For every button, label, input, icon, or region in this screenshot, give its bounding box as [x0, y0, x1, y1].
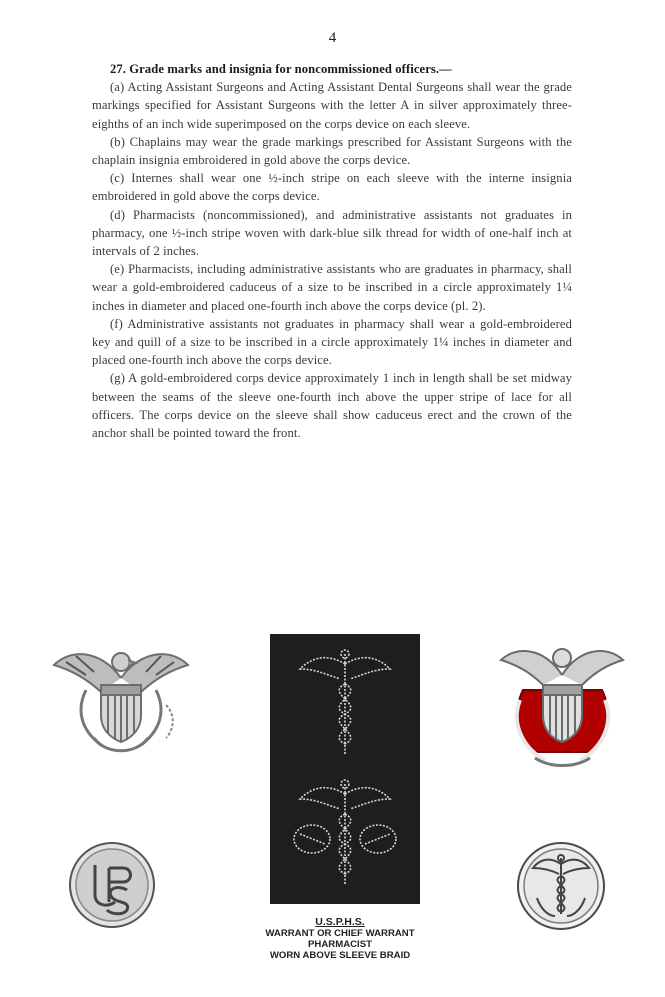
- figure-caption: [240, 917, 440, 961]
- paragraph-g: (g) A gold-embroidered corps device approximately 1 inch in length shall be set midway between the seams of the sleeve one-fourth inch above the upper stripe of lace for all officers. The corps device on the sleeve shall show caduceus erect and the crown of the anchor shall be pointed toward the front.: [92, 371, 572, 441]
- caption-line: WORN ABOVE SLEEVE BRAID: [269, 950, 411, 961]
- paragraph-a: (a) Acting Assistant Surgeons and Acting Assistant Dental Surgeons shall wear the grade markings specified for Assistant Surgeons with the letter A in silver approximately three-eighths of an inch wide superimposed on the corps device on each sleeve.: [92, 80, 572, 131]
- page-number: 4: [328, 30, 337, 46]
- paragraph-f: (f) Administrative assistants not graduates in pharmacy shall wear a gold-embroidered key and quill of a size to be inscribed in a circle approximately 1¼ inches in diameter and placed one-fourth inch above the corps device.: [92, 316, 572, 368]
- paragraph-d: (d) Pharmacists (noncommissioned), and administrative assistants not graduates in pharmacy, one ½-inch stripe woven with dark-blue silk thread for width of one-half inch at intervals of 2 inches.: [92, 207, 572, 259]
- paragraph-c: (c) Internes shall wear one ½-inch stripe on each sleeve with the interne insignia embroidered in gold above the corps device.: [92, 171, 572, 204]
- paragraph-e: (e) Pharmacists, including administrative assistants who are graduates in pharmacy, shall wear a gold-embroidered caduceus of a size to be inscribed in a circle approximately 1¼ inches in diameter and placed one-fourth inch above the corps device (pl. 2).: [92, 262, 572, 313]
- silver-eagle-anchor-badge-icon: [46, 630, 196, 760]
- caption-title: U.S.P.H.S.: [315, 916, 365, 928]
- caption-line: PHARMACIST: [308, 939, 372, 950]
- usphs-monogram-button-icon: [67, 840, 157, 930]
- caption-line: WARRANT OR CHIEF WARRANT: [265, 928, 415, 939]
- red-eagle-anchor-badge-icon: [495, 630, 630, 770]
- embroidered-caduceus-patch-icon: [270, 634, 420, 904]
- caduceus-button-icon: [515, 840, 607, 932]
- section-title: 27. Grade marks and insignia for noncommissioned officers.—: [110, 62, 452, 76]
- paragraph-b: (b) Chaplains may wear the grade markings prescribed for Assistant Surgeons with the chaplain insignia embroidered in gold above the corps device.: [92, 134, 572, 168]
